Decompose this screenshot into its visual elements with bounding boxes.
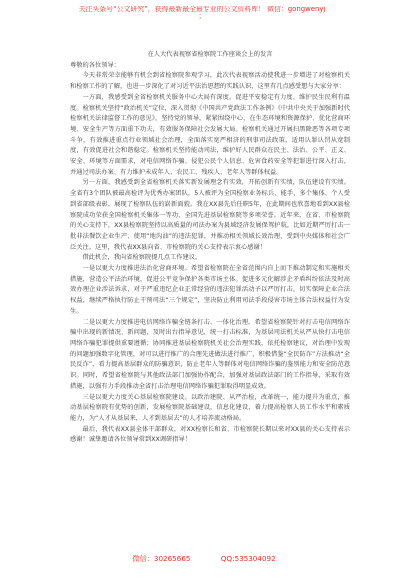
footer-qq: QQ:535304092 <box>220 554 276 563</box>
paragraph-5: 一是以更大力度推进法治化营商环境。希望省检察院在全省范围内自上而下推动制定和实施相关措施，营造公平法治环境，促进公平竞争保护各类市场主体。促进多元化解涉企矛盾纠纷依法及时高效办理企业涉法诉求，对于严重违纪企业正常经营的违法犯罪活动予以严厉打击，切实保障企业合法权益，继续严格执行防止干预司法“三个规定”，坚决防止利用司法手段侵害市场主体合法权益行为发生。 <box>70 265 350 315</box>
top-banner <box>62 6 342 20</box>
paragraph-2: 一方面，我感受到全省检察机关服务中心大局有深度。促进平安稳定有力度、维护民生民利有温度。检察机关坚持“政治机关”定位，深入贯彻《中国共产党政法工作条例》《中共中央关于加强新时代检察机关法律监督工作的意见》，坚持党的领导，紧紧围绕中心，在生态环境和资源保护、优化营商环境、安全生产等方面重下功夫，有效服务保障社会发展大局。检察机关通过开展扫黑除恶等各项专项斗争，有效推进重点行业领域社会治理，全面落实宽严相济的刑事司法政策，适用认罪认罚从宽制度，有效促进社会和谐稳定。检察机关坚持能动司法，维护好人民群众在民主、法治、公平、正义、安全、环境等方面需求，对电信网络诈骗、侵犯公民个人信息、危害食药安全等犯罪进行深入打击，并通过司法办案、有力维护未成年人、农民工、残疾人、老年人等群体权益。 <box>70 93 350 176</box>
banner-line-2: ； <box>198 12 206 20</box>
contact-footer <box>0 554 408 568</box>
document-title: 在人大代表视察省检察院工作座谈会上的发言 <box>147 51 273 58</box>
footer-wechat: 微信：30265665 <box>132 554 191 563</box>
paragraph-8: 最后，我代表XX县全体干部群众，对XX检察长和省、市检察院长期以来对XX县的关心支持表示感谢！诚挚邀请各位领导常到XX调研指导！ <box>70 425 350 444</box>
paragraph-6: 二是以更大力度推进电信网络诈骗全链条打击、一体化治理。希望省检察院针对打击电信网络诈骗中出现的新情况、新问题，及时出台指导意见，统一打击标准，为基层司法机关从严从快打击电信网络诈骗犯罪提供重要遵循；协同推进基层检察院机关社会治理实践，依托检察建议，对治理中发现的问题加强数字化管理，对可以进行推广的合理先进做法进行推广，积极借鉴“全民防诈”方法推动“全民反诈”，看力提高基层群众的防骗意识，防止老年人等群体对电信网络诈骗的鉴别能力和安全防范意识。同时，希望省检察院与其他政法部门加强协作配合，加强对基层政法部门的工作指导，采取有效措施，以强有力手段推动全省打击治理电信网络诈骗犯罪取得明显成效。 <box>70 318 350 390</box>
paragraph-3: 另一方面，我感受到全省检察机关落实新发展理念有实效，开拓创新有实绩，队伍建设有实绩。全省有3个团队被最高检评为优秀办案团队，5人被评为全国检察业务标兵、能手，多个集体、个人受到省部级表彰，展现了检察队伍的崭新面貌。我在XX县先后任职5年，在此期间也欣喜地看到XX县检察院成功荣获全国检察机关集体一等功、全国先进基层检察院等多项荣誉。近年来，在省、市检察院的关心支持下，XX县检察院坚持以高质量的司法办案为县域经济发展保驾护航，比如近期严厉打击一批非法餐饮企业生产、使用“地沟油”的违法犯罪，并推动相关领域长效治理，受到中央媒体和社会广泛关注。这里，我代表XX县向省、市检察院的关心支持表示衷心感谢！ <box>70 179 350 251</box>
banner-line-1: 关注头条号“公文研究”，获得最新最全最专业的公文资料库！ 微信：gongwenyj <box>78 6 326 13</box>
paragraph-4: 借此机会，我向省检察院提几点工作建议。 <box>82 254 202 262</box>
salutation: 尊敬的各位领导： <box>70 61 120 69</box>
document-body <box>70 50 350 520</box>
paragraph-1: 今天非常荣幸能够有机会到省检察院参观学习，此次代表视察活动使我进一步增进了对检察机关和检察工作的了解，也进一步深化了对习近平法治思想的实践认识，这里有几点感受想与大家分享： <box>70 72 350 91</box>
paragraph-7: 三是以更大力度关心基层检察院建设。以政治建院、从严治检，改革统一，能力提升为重点，推动基层检察院有优势的创新，发展检察院基础建设，信息化建设，着力提高检察人员工作水平和素质能力，为“人才从基层来，人才到基层去”的人才培养流动格局。 <box>70 393 350 422</box>
